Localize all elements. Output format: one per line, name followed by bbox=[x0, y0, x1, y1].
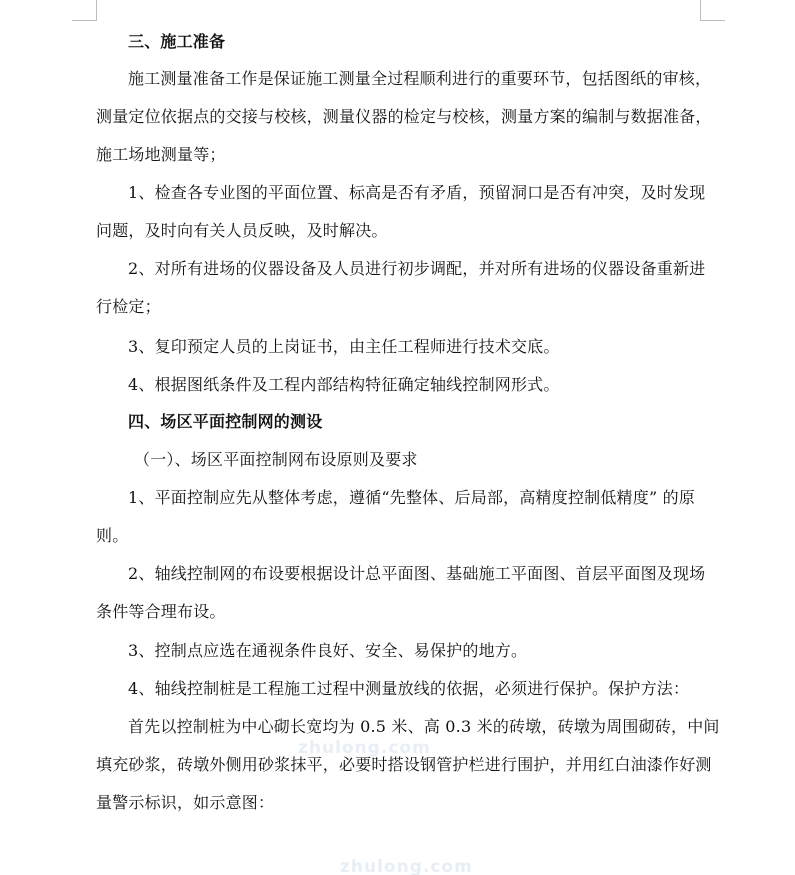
item-2-line-2: 行检定； bbox=[96, 297, 161, 316]
item-4: 4、根据图纸条件及工程内部结构特征确定轴线控制网形式。 bbox=[128, 375, 560, 394]
rule-2-line-2: 条件等合理布设。 bbox=[96, 602, 226, 621]
section-3-title: 三、施工准备 bbox=[128, 32, 226, 51]
watermark-text: zhulong.com bbox=[298, 738, 431, 758]
rule-1-line-1: 1、平面控制应先从整体考虑，遵循“先整体、后局部，高精度控制低精度” 的原 bbox=[128, 488, 696, 507]
rule-2-line-1: 2、轴线控制网的布设要根据设计总平面图、基础施工平面图、首层平面图及现场 bbox=[128, 564, 706, 583]
protection-line-1: 首先以控制桩为中心砌长宽均为 0.5 米、高 0.3 米的砖墩，砖墩为周围砌砖，中间 bbox=[128, 717, 720, 736]
item-3: 3、复印预定人员的上岗证书，由主任工程师进行技术交底。 bbox=[128, 337, 560, 356]
protection-line-2: 填充砂浆，砖墩外侧用砂浆抹平，必要时搭设钢管护栏进行围护，并用红白油漆作好测 bbox=[96, 755, 712, 774]
subsection-1-title: （一）、场区平面控制网布设原则及要求 bbox=[134, 450, 418, 469]
protection-line-3: 量警示标识，如示意图： bbox=[96, 793, 275, 812]
rule-1-line-2: 则。 bbox=[96, 526, 129, 545]
item-1-line-1: 1、检查各专业图的平面位置、标高是否有矛盾，预留洞口是否有冲突，及时发现 bbox=[128, 183, 706, 202]
rule-3: 3、控制点应选在通视条件良好、安全、易保护的地方。 bbox=[128, 641, 528, 660]
crop-mark-top-left bbox=[72, 0, 97, 21]
item-2-line-1: 2、对所有进场的仪器设备及人员进行初步调配，并对所有进场的仪器设备重新进 bbox=[128, 259, 706, 278]
crop-mark-top-right bbox=[700, 0, 725, 21]
section-3-intro-line-3: 施工场地测量等； bbox=[96, 145, 226, 164]
section-4-title: 四、场区平面控制网的测设 bbox=[128, 412, 323, 431]
section-3-intro-line-1: 施工测量准备工作是保证施工测量全过程顺利进行的重要环节，包括图纸的审核， bbox=[128, 69, 712, 88]
item-1-line-2: 问题，及时向有关人员反映，及时解决。 bbox=[96, 221, 388, 240]
section-3-intro-line-2: 测量定位依据点的交接与校核，测量仪器的检定与校核，测量方案的编制与数据准备， bbox=[96, 107, 712, 126]
rule-4: 4、轴线控制桩是工程施工过程中测量放线的依据，必须进行保护。保护方法： bbox=[128, 679, 690, 698]
watermark-text: zhulong.com bbox=[340, 857, 473, 875]
